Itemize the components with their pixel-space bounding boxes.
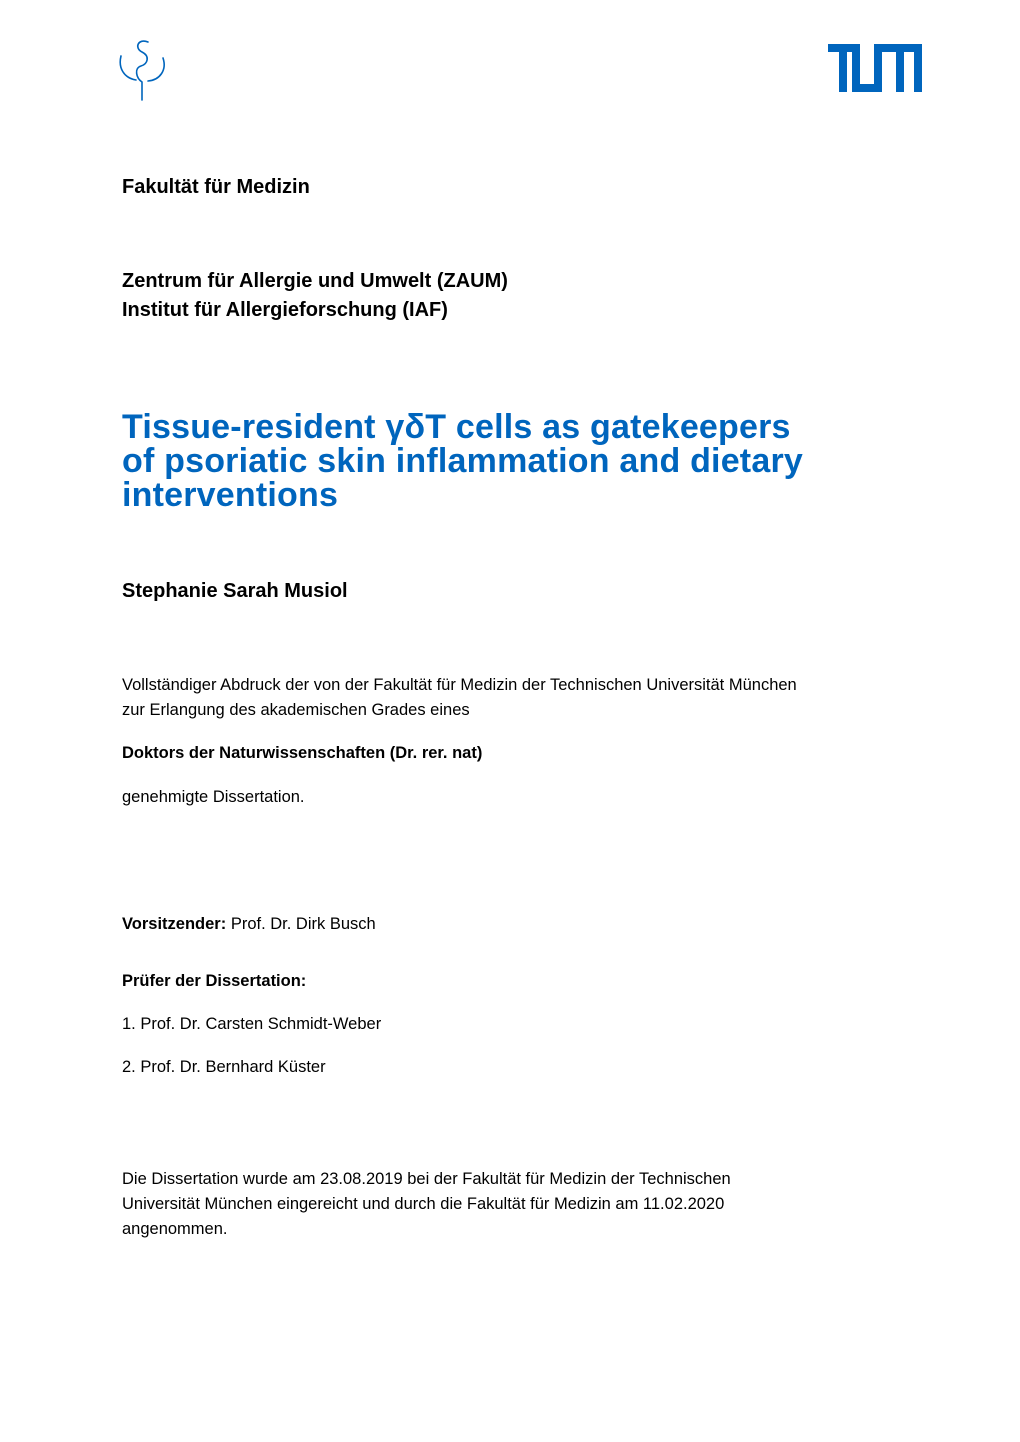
center-name [122, 267, 508, 325]
degree-title: Doktors der Naturwissenschaften (Dr. rer. nat) [122, 744, 483, 762]
title-line-1: Tissue-resident γδT cells as gatekeepers [122, 408, 791, 446]
tum-logo [828, 44, 922, 92]
examiner-1: 1. Prof. Dr. Carsten Schmidt-Weber [122, 1015, 382, 1033]
submission-line-3: angenommen. [122, 1220, 228, 1238]
chair-label: Vorsitzender: [122, 915, 227, 933]
statement-line-1: Vollständiger Abdruck der von der Fakultät für Medizin der Technischen Universität München [122, 676, 797, 694]
examiners-heading: Prüfer der Dissertation: [122, 972, 307, 990]
dissertation-title [122, 410, 912, 512]
examiner-2: 2. Prof. Dr. Bernhard Küster [122, 1058, 326, 1076]
submission-line-2: Universität München eingereicht und durch die Fakultät für Medizin am 11.02.2020 [122, 1195, 725, 1213]
statement-block [122, 673, 797, 723]
chair-line [122, 912, 376, 937]
institute-line: Institut für Allergieforschung (IAF) [122, 299, 448, 321]
chair-name: Prof. Dr. Dirk Busch [230, 915, 376, 933]
author-name: Stephanie Sarah Musiol [122, 580, 348, 602]
faculty-name: Fakultät für Medizin [122, 176, 310, 198]
submission-line-1: Die Dissertation wurde am 23.08.2019 bei der Fakultät für Medizin der Technischen [122, 1170, 731, 1188]
title-line-2: of psoriatic skin inflammation and dietary [122, 442, 803, 480]
faculty-of-medicine-logo [112, 36, 172, 102]
approved-text: genehmigte Dissertation. [122, 788, 305, 806]
title-line-3: interventions [122, 476, 339, 514]
center-line-1: Zentrum für Allergie und Umwelt (ZAUM) [122, 270, 508, 292]
statement-line-2: zur Erlangung des akademischen Grades eines [122, 701, 470, 719]
submission-statement [122, 1167, 731, 1242]
